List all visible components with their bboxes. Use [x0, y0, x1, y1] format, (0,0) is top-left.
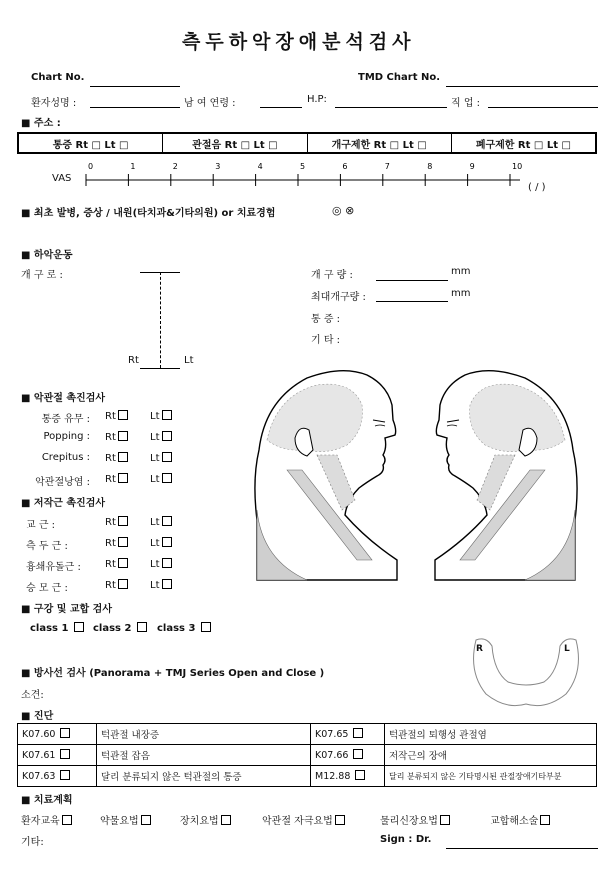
- dx-code-cell[interactable]: K07.61: [18, 745, 97, 766]
- vas-tick-label: 9: [469, 162, 475, 171]
- patient-name-field[interactable]: [90, 107, 180, 108]
- class-1-option[interactable]: class 1: [30, 622, 84, 634]
- tmj-row-crepitus-lt[interactable]: Lt: [150, 452, 172, 464]
- tx-education[interactable]: 환자교육: [21, 812, 72, 827]
- tmd-chart-no-field[interactable]: [446, 86, 598, 87]
- max-opening-label: 최대개구량 :: [311, 292, 366, 303]
- tmj-row-capsulitis-lt[interactable]: Lt: [150, 473, 172, 485]
- job-field[interactable]: [488, 107, 598, 108]
- arch-left-label: L: [564, 644, 570, 654]
- muscle-row-scm-lt[interactable]: Lt: [150, 558, 172, 570]
- muscle-row-masseter-rt[interactable]: Rt: [105, 516, 128, 528]
- vas-tick-label: 10: [512, 162, 523, 171]
- muscle-row-temporalis-lt[interactable]: Lt: [150, 537, 172, 549]
- opening-path-rt: Rt: [128, 355, 139, 366]
- vas-tick-label: 3: [215, 162, 221, 171]
- onset-label: ■ 최초 발병, 증상 / 내원(타치과&기타의원) or 치료경험: [21, 208, 276, 219]
- tx-physical[interactable]: 물리신장요법: [380, 812, 450, 827]
- dx-code-cell[interactable]: K07.65: [311, 724, 385, 745]
- sign-field[interactable]: [446, 848, 598, 849]
- opening-amount-label: 개 구 량 :: [311, 270, 353, 281]
- close-limit-cell[interactable]: 폐구제한 Rt □ Lt □: [475, 139, 571, 151]
- tx-medication[interactable]: 약물요법: [100, 812, 151, 827]
- tmj-row-pain-lt[interactable]: Lt: [150, 410, 172, 422]
- vas-tick-label: 5: [300, 162, 306, 171]
- diagnosis-label: ■ 진단: [21, 711, 54, 722]
- vas-tick-label: 0: [88, 162, 94, 171]
- tmj-row-capsulitis: 악관절낭염 :: [35, 477, 90, 488]
- page-title: 측두하악장애분석검사: [182, 31, 416, 53]
- gender-age-label: 남 여 연령 :: [184, 98, 236, 109]
- dx-text-cell: 턱관절 잡음: [97, 745, 311, 766]
- vas-tick-label: 4: [257, 162, 263, 171]
- arch-right-label: R: [476, 644, 483, 654]
- patient-name-label: 환자성명 :: [31, 98, 77, 109]
- job-label: 직 업 :: [451, 98, 481, 109]
- age-field[interactable]: [260, 107, 302, 108]
- tx-stimulation[interactable]: 악관절 자극요법: [262, 812, 345, 827]
- chart-no-label: Chart No.: [31, 72, 85, 83]
- class-2-option[interactable]: class 2: [93, 622, 147, 634]
- vas-tick-label: 6: [342, 162, 348, 171]
- vas-scale[interactable]: [80, 160, 530, 192]
- occlusion-label: ■ 구강 및 교합 검사: [21, 604, 112, 615]
- tmj-row-popping-rt[interactable]: Rt: [105, 431, 128, 443]
- muscle-row-scm: 흉쇄유돌근 :: [26, 562, 81, 573]
- tmj-row-crepitus-rt[interactable]: Rt: [105, 452, 128, 464]
- opening-path-lt: Lt: [184, 355, 194, 366]
- muscle-row-trapezius: 승 모 근 :: [26, 583, 68, 594]
- chart-no-field[interactable]: [90, 86, 180, 87]
- tmj-row-popping: Popping :: [43, 431, 90, 442]
- hp-field[interactable]: [335, 107, 447, 108]
- tx-occlusal[interactable]: 교합해소술: [490, 812, 550, 827]
- pain-cell[interactable]: 통증 Rt □ Lt □: [19, 134, 163, 152]
- dx-text-cell: 턱관절 내장증: [97, 724, 311, 745]
- tmj-row-pain: 통증 유무 :: [41, 414, 90, 425]
- tmj-row-capsulitis-rt[interactable]: Rt: [105, 473, 128, 485]
- jaw-other-label: 기 타 :: [311, 335, 341, 346]
- vas-fraction: ( / ): [528, 182, 546, 193]
- open-limit-cell[interactable]: 개구제한 Rt □ Lt □: [308, 134, 452, 152]
- muscle-row-trapezius-rt[interactable]: Rt: [105, 579, 128, 591]
- hp-label: H.P:: [307, 94, 327, 105]
- muscle-row-trapezius-lt[interactable]: Lt: [150, 579, 172, 591]
- vas-label: VAS: [52, 173, 72, 184]
- tmj-row-popping-lt[interactable]: Lt: [150, 431, 172, 443]
- vas-tick-label: 7: [384, 162, 390, 171]
- tmd-chart-no-label: TMD Chart No.: [358, 72, 440, 83]
- muscle-row-temporalis-rt[interactable]: Rt: [105, 537, 128, 549]
- tx-other: 기타:: [21, 837, 44, 848]
- radiograph-label: ■ 방사선 검사 (Panorama + TMJ Series Open and Close ): [21, 668, 325, 679]
- dx-text-cell: 달리 분류되지 않은 기타명시된 관절장애기타부분: [385, 766, 597, 787]
- muscle-row-scm-rt[interactable]: Rt: [105, 558, 128, 570]
- dx-code-cell[interactable]: K07.63: [18, 766, 97, 787]
- table-row: [18, 724, 597, 745]
- dx-code-cell[interactable]: K07.66: [311, 745, 385, 766]
- muscle-row-temporalis: 측 두 근 :: [26, 541, 68, 552]
- head-muscle-diagram: [247, 360, 587, 585]
- class-3-option[interactable]: class 3: [157, 622, 211, 634]
- vas-tick-label: 8: [427, 162, 433, 171]
- vas-tick-label: 2: [172, 162, 178, 171]
- chief-complaint-label: ■ 주소 :: [21, 118, 61, 129]
- muscle-row-masseter: 교 근 :: [26, 520, 56, 531]
- dx-text-cell: 저작근의 장애: [385, 745, 597, 766]
- opening-path-label: 개 구 로 :: [21, 270, 63, 281]
- table-row: [18, 745, 597, 766]
- onset-symbols: ◎ ⊗: [332, 204, 355, 217]
- max-opening-unit: mm: [451, 288, 471, 299]
- opening-amount-unit: mm: [451, 266, 471, 277]
- dx-code-cell[interactable]: M12.88: [311, 766, 385, 787]
- jaw-pain-label: 통 증 :: [311, 314, 341, 325]
- tmj-palpation-label: ■ 악관절 촉진검사: [21, 393, 106, 404]
- opening-path-bottom: [140, 368, 180, 369]
- opening-path-axis: [160, 272, 161, 368]
- radiograph-finding: 소견:: [21, 690, 44, 701]
- vas-tick-label: 1: [130, 162, 136, 171]
- joint-sound-cell[interactable]: 관절음 Rt □ Lt □: [163, 134, 307, 152]
- dx-text-cell: 턱관절의 퇴행성 관절염: [385, 724, 597, 745]
- treatment-label: ■ 치료계획: [21, 795, 73, 806]
- chief-complaint-bar: [17, 132, 597, 154]
- jaw-motion-label: ■ 하악운동: [21, 250, 73, 261]
- dx-code-cell[interactable]: K07.60: [18, 724, 97, 745]
- tmj-row-crepitus: Crepitus :: [41, 452, 90, 463]
- muscle-palpation-label: ■ 저작근 촉진검사: [21, 498, 106, 509]
- tx-appliance[interactable]: 장치요법: [180, 812, 231, 827]
- diagnosis-table: [17, 723, 597, 787]
- muscle-row-masseter-lt[interactable]: Lt: [150, 516, 172, 528]
- dx-text-cell: 달리 분류되지 않은 턱관절의 통증: [97, 766, 311, 787]
- max-opening-field[interactable]: [376, 301, 448, 302]
- sign-label: Sign : Dr.: [380, 834, 432, 845]
- tmj-row-pain-rt[interactable]: Rt: [105, 410, 128, 422]
- opening-amount-field[interactable]: [376, 280, 448, 281]
- table-row: [18, 766, 597, 787]
